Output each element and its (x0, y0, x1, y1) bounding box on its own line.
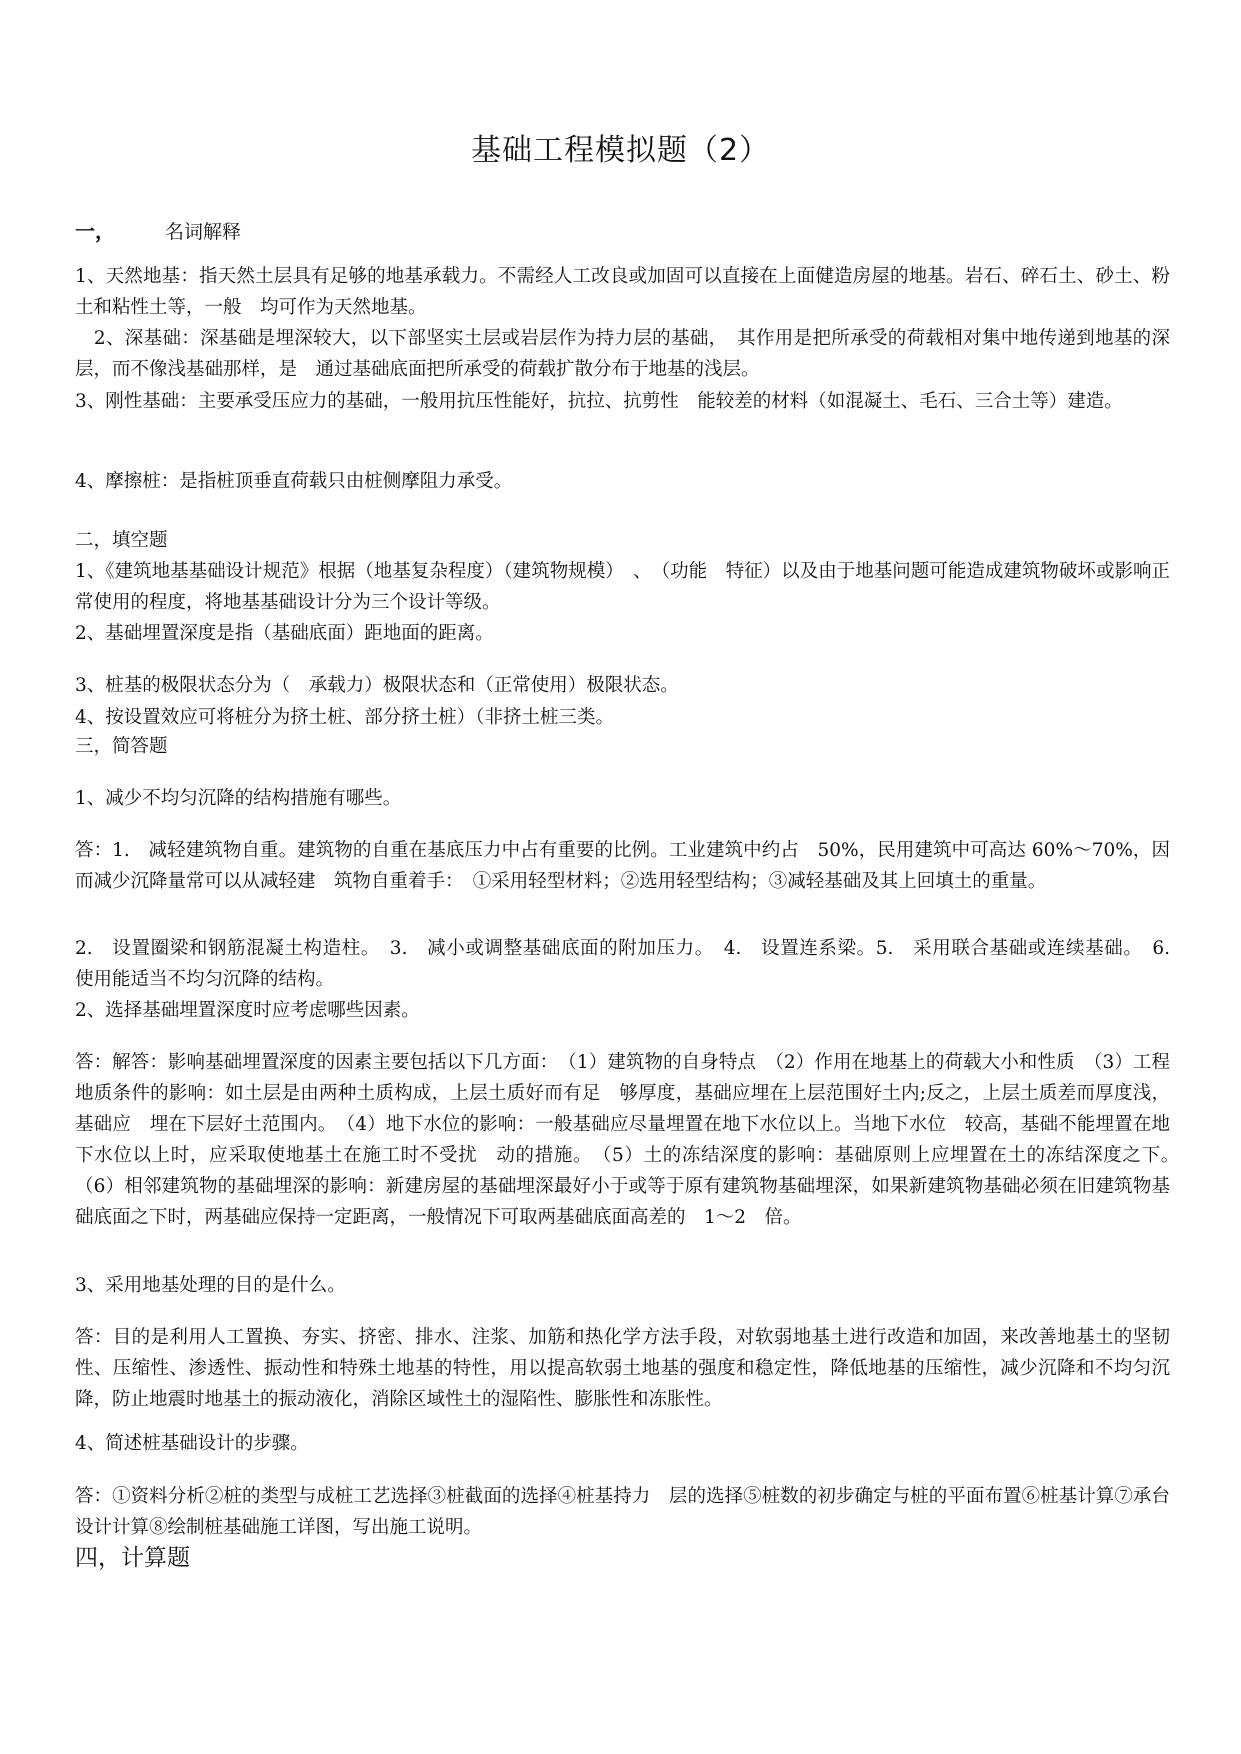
fill-item-4: 4、按设置效应可将桩分为挤土桩、部分挤土桩）（非挤土桩三类。 (75, 707, 615, 728)
term-natural-foundation: 1、天然地基：指天然土层具有足够的地基承载力。不需经人工改良或加固可以直接在上面健造房屋的地基。岩石、碎石土、砂土、粉土和粘性土等，一般 均可作为天然地基。 (75, 266, 1170, 318)
answer-2: 答：解答：影响基础埋置深度的因素主要包括以下几方面： （1）建筑物的自身特点 （2）作用在地基上的荷载大小和性质 （3）工程地质条件的影响：如土层是由两种土质构成，上层土质好而有足 够厚度，基础应埋在上层范围好土内;反之，上层土质差而厚度浅，基础应 埋在下层好土范围内。 （4）地下水位的影响：一般基础应尽量埋置在地下水位以上。当地下水位 较高，基础不能埋置在地下水位以上时，应采取使地基土在施工时不受扰 动的措施。 （5）土的冻结深度的影响：基础原则上应埋置在土的冻结深度之下。 （6）相邻建筑物的基础埋深的影响：新建房屋的基础埋深最好小于或等于原有建筑物基础埋深，如果新建筑物基础必须在旧建筑物基础底面之下时，两基础应保持一定距离，一般情况下可取两基础底面高差的 1～2 倍。 (75, 1052, 1189, 1228)
question-3: 3、采用地基处理的目的是什么。 (75, 1275, 346, 1296)
term-friction-pile: 4、摩擦桩：是指桩顶垂直荷载只由桩侧摩阻力承受。 (75, 471, 513, 492)
section-number: 一， (75, 219, 115, 243)
term-rigid-foundation: 3、刚性基础：主要承受压应力的基础，一般用抗压性能好，抗拉、抗剪性 能较差的材料（如混凝土、毛石、三合土等）建造。 (75, 391, 1123, 412)
page-title: 基础工程模拟题（2） (470, 133, 771, 168)
question-1: 1、减少不均匀沉降的结构措施有哪些。 (75, 788, 402, 809)
fill-item-1: 1、《建筑地基基础设计规范》根据（地基复杂程度）（建筑物规模） 、 （功能 特征）以及由于地基问题可能造成建筑物破坏或影响正常使用的程度，将地基基础设计分为三个设计等级。 (75, 561, 1170, 613)
answer-3: 答：目的是利用人工置换、夯实、挤密、排水、注浆、加筋和热化学方法手段，对软弱地基土进行改造和加固，来改善地基土的坚韧性、压缩性、渗透性、振动性和特殊土地基的特性，用以提高软弱土地基的强度和稳定性，降低地基的压缩性，减少沉降和不均匀沉降，防止地震时地基土的振动液化，消除区域性土的湿陷性、膨胀性和冻胀性。 (75, 1327, 1170, 1410)
section-label: 名词解释 (165, 221, 242, 243)
section-heading-terms (75, 215, 241, 244)
fill-item-2: 2、基础埋置深度是指（基础底面）距地面的距离。 (75, 623, 494, 644)
question-4: 4、简述桩基础设计的步骤。 (75, 1433, 309, 1454)
section-heading-fill-blank: 二，填空题 (75, 530, 168, 551)
section-heading-calculation: 四，计算题 (75, 1545, 190, 1571)
question-2: 2、选择基础埋置深度时应考虑哪些因素。 (75, 1000, 420, 1021)
section-heading-short-answer: 三，简答题 (75, 736, 168, 757)
fill-item-3: 3、桩基的极限状态分为（ 承载力）极限状态和（正常使用）极限状态。 (75, 675, 679, 696)
answer-1-part-a: 答：1. 减轻建筑物自重。建筑物的自重在基底压力中占有重要的比例。工业建筑中约占 50%，民用建筑中可高达 60%～70%，因而减少沉降量常可以从减轻建 筑物自重着手： ①采用轻型材料；②选用轻型结构；③减轻基础及其上回填土的重量。 (75, 840, 1170, 892)
term-deep-foundation: 2、深基础：深基础是埋深较大，以下部坚实土层或岩层作为持力层的基础， 其作用是把所承受的荷载相对集中地传递到地基的深层，而不像浅基础那样，是 通过基础底面把所承受的荷载扩散分布于地基的浅层。 (75, 328, 1170, 380)
answer-4: 答：①资料分析②桩的类型与成桩工艺选择③桩截面的选择④桩基持力 层的选择⑤桩数的初步确定与桩的平面布置⑥桩基计算⑦承台设计计算⑧绘制桩基础施工详图，写出施工说明。 (75, 1486, 1170, 1538)
answer-1-part-b: 2. 设置圈梁和钢筋混凝土构造柱。 3. 减小或调整基础底面的附加压力。 4. 设置连系梁。5. 采用联合基础或连续基础。 6. 使用能适当不均匀沉降的结构。 (75, 938, 1189, 990)
